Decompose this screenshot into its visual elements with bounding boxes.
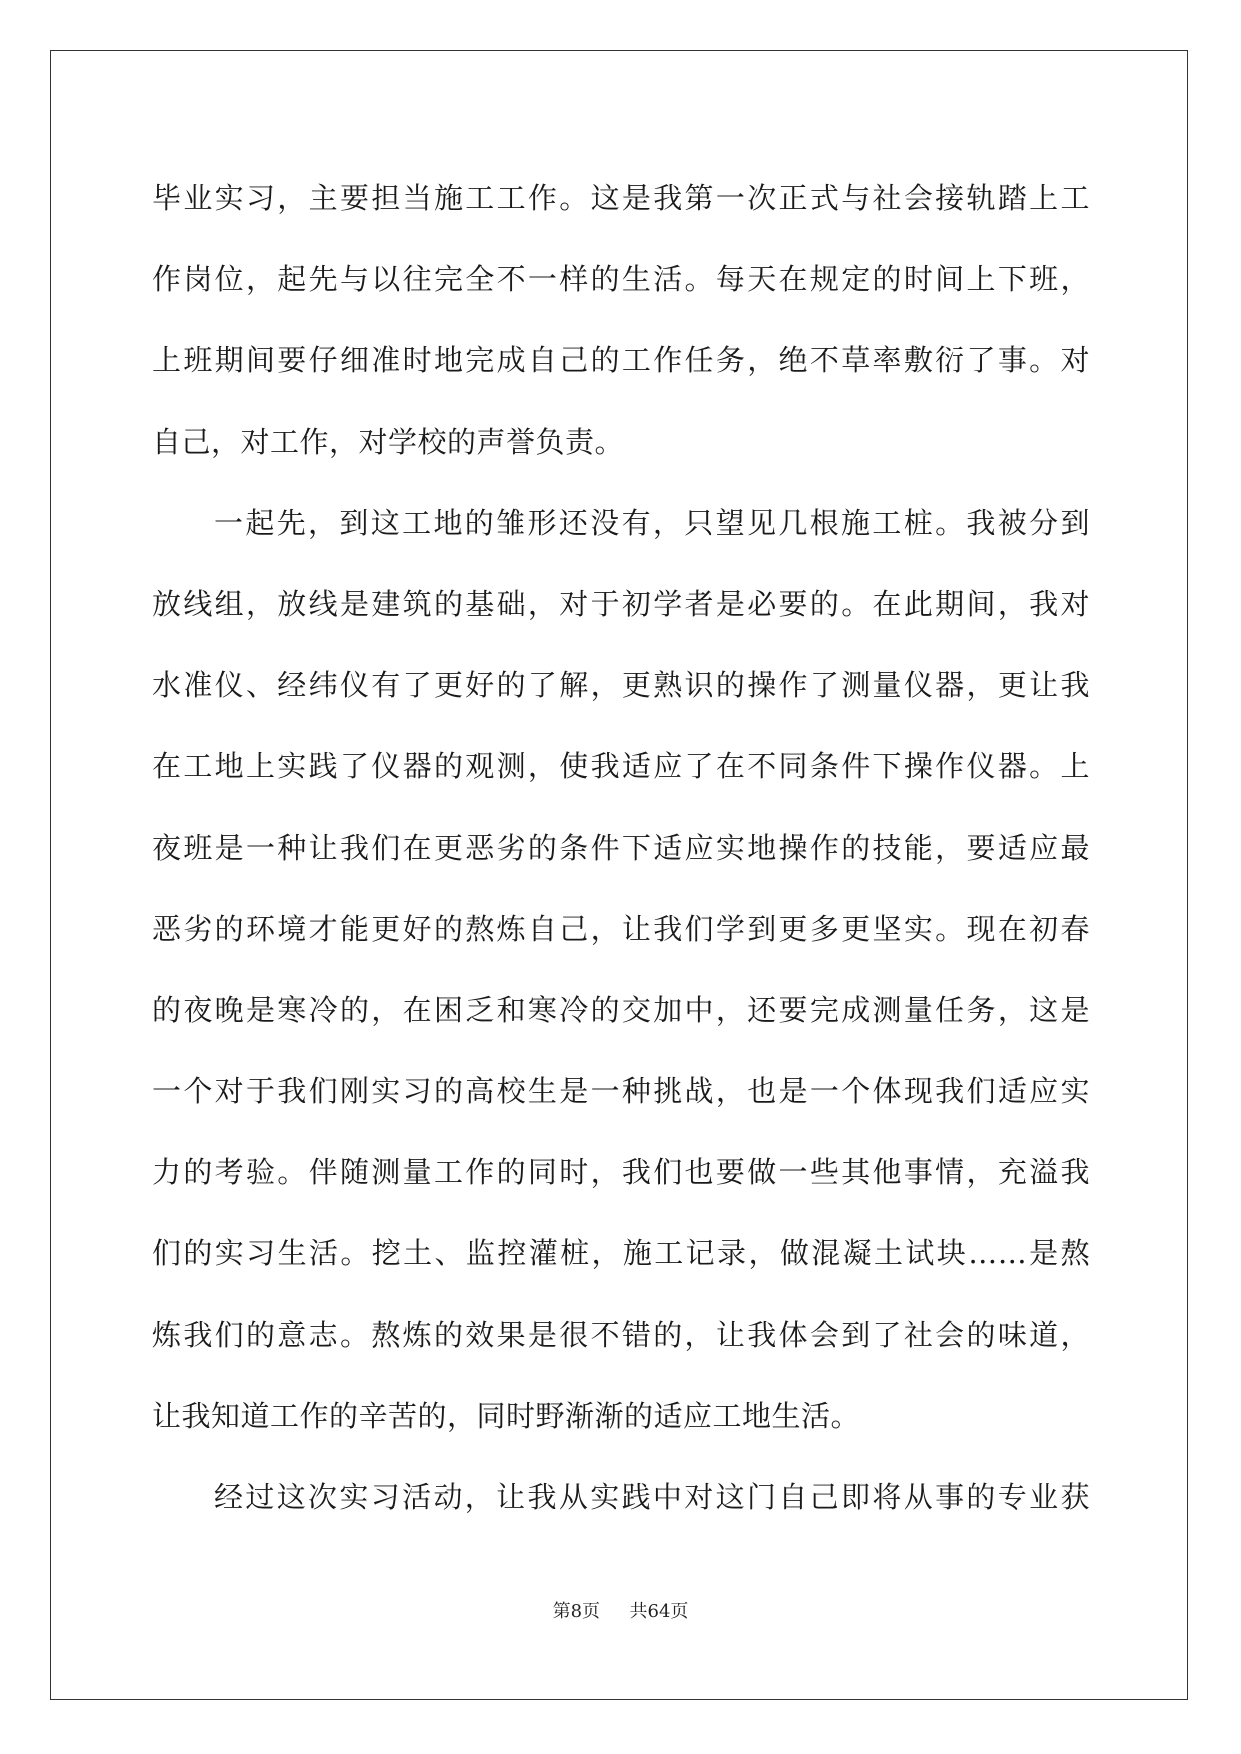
text-line: 力的考验。伴随测量工作的同时，我们也要做一些其他事情，充溢我	[152, 1155, 1090, 1190]
text-line: 让我知道工作的辛苦的，同时野渐渐的适应工地生活。	[152, 1398, 861, 1433]
text-line: 放线组，放线是建筑的基础，对于初学者是必要的。在此期间，我对	[152, 586, 1090, 621]
text-line: 一起先，到这工地的雏形还没有，只望见几根施工桩。我被分到	[214, 505, 1090, 540]
text-line: 自己，对工作，对学校的声誉负责。	[152, 424, 625, 459]
text-line: 经过这次实习活动，让我从实践中对这门自己即将从事的专业获	[214, 1480, 1090, 1514]
document-body	[152, 158, 1090, 1538]
text-line: 们的实习生活。挖土、监控灌桩，施工记录，做混凝土试块……是熬	[152, 1236, 1090, 1271]
page-number-current: 第8页	[552, 1601, 601, 1622]
text-line: 水准仪、经纬仪有了更好的了解，更熟识的操作了测量仪器，更让我	[152, 668, 1090, 703]
text-line: 在工地上实践了仪器的观测，使我适应了在不同条件下操作仪器。上	[152, 749, 1090, 784]
text-line: 上班期间要仔细准时地完成自己的工作任务，绝不草率敷衍了事。对	[152, 343, 1090, 378]
text-line: 炼我们的意志。熬炼的效果是很不错的，让我体会到了社会的味道，	[152, 1317, 1090, 1352]
text-line: 的夜晚是寒冷的，在困乏和寒冷的交加中，还要完成测量任务，这是	[152, 992, 1090, 1027]
text-line: 毕业实习，主要担当施工工作。这是我第一次正式与社会接轨踏上工	[152, 181, 1090, 215]
page-number-total: 共64页	[629, 1601, 689, 1622]
text-line: 恶劣的环境才能更好的熬炼自己，让我们学到更多更坚实。现在初春	[152, 911, 1090, 946]
text-line: 一个对于我们刚实习的高校生是一种挑战，也是一个体现我们适应实	[152, 1074, 1090, 1109]
text-line: 作岗位，起先与以往完全不一样的生活。每天在规定的时间上下班，	[152, 262, 1090, 297]
text-line: 夜班是一种让我们在更恶劣的条件下适应实地操作的技能，要适应最	[152, 830, 1090, 865]
page-footer	[0, 1597, 1241, 1623]
